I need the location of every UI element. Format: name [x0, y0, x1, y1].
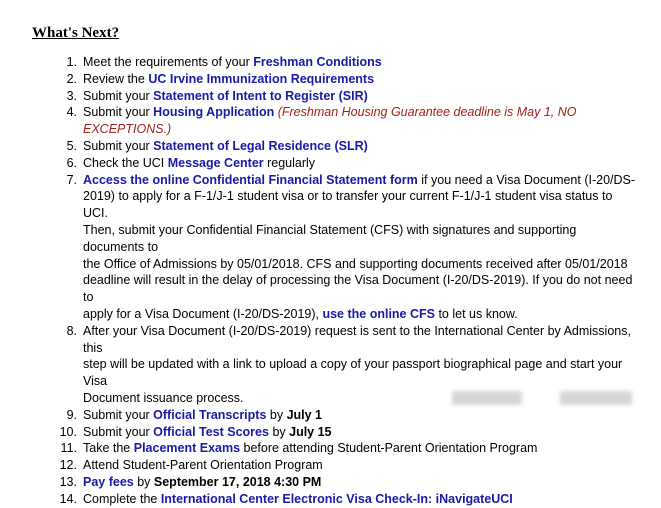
housing-deadline-note-cont: EXCEPTIONS.)	[83, 122, 172, 137]
official-test-scores-link[interactable]: Official Test Scores	[153, 424, 269, 439]
redacted-watermark	[560, 391, 632, 405]
step-text-mid: by	[133, 474, 154, 489]
step-text-line: Then, submit your Confidential Financial Statement (CFS) with signatures and supporting documents to	[83, 222, 577, 254]
freshman-conditions-link[interactable]: Freshman Conditions	[253, 55, 382, 69]
step-text-line: 2019) to apply for a F-1/J-1 student visa or to transfer your current F-1/J-1 student visa status to UCI.	[83, 189, 613, 221]
step-number: 7.	[66, 172, 77, 187]
pay-fees-link[interactable]: Pay fees	[83, 474, 134, 489]
deadline-date: July 15	[289, 424, 332, 439]
step-number: 10.	[59, 424, 77, 439]
list-item	[0, 424, 640, 441]
step-number: 9.	[66, 407, 77, 422]
list-item	[0, 474, 640, 491]
step-number: 6.	[66, 155, 77, 170]
step-number: 4.	[66, 105, 77, 120]
step-text-line: After your Visa Document (I-20/DS-2019) request is sent to the International Center by Admissions, this	[83, 323, 631, 355]
step-text-line: deadline will result in the delay of processing the Visa Document (I-20/DS-2019). If you do not need to	[83, 273, 633, 305]
list-item	[0, 440, 640, 457]
step-text: if you need a Visa Document (I-20/DS-	[417, 172, 636, 187]
step-text-line: to let us know.	[434, 306, 518, 321]
housing-application-link[interactable]: Housing Application	[153, 105, 275, 120]
step-number: 1.	[66, 55, 77, 69]
cfs-form-link[interactable]: Access the online Confidential Financial Statement form	[83, 172, 418, 187]
step-text: Complete the	[83, 491, 161, 506]
list-item	[0, 323, 640, 407]
slr-link[interactable]: Statement of Legal Residence (SLR)	[153, 138, 368, 153]
step-text-mid: by	[266, 407, 287, 422]
step-text: Meet the requirements of your	[83, 55, 254, 69]
step-text: Submit your	[83, 424, 154, 439]
step-number: 11.	[60, 441, 77, 456]
list-item	[0, 54, 640, 71]
sir-link[interactable]: Statement of Intent to Register (SIR)	[153, 88, 368, 103]
list-item	[0, 407, 640, 424]
step-number: 2.	[66, 71, 77, 86]
step-number: 3.	[66, 88, 77, 103]
step-text-mid: by	[268, 424, 290, 439]
deadline-date: July 1	[286, 407, 322, 422]
step-number: 13.	[59, 474, 77, 489]
step-number: 8.	[66, 323, 77, 338]
deadline-date: September 17, 2018 4:30 PM	[153, 474, 322, 489]
step-text: Attend Student-Parent Orientation Program	[83, 458, 323, 473]
list-item	[0, 138, 640, 155]
placement-exams-link[interactable]: Placement Exams	[133, 441, 241, 456]
list-item	[0, 457, 640, 474]
immunization-requirements-link[interactable]: UC Irvine Immunization Requirements	[148, 71, 375, 86]
step-text: Submit your	[83, 105, 154, 120]
list-item	[0, 104, 640, 138]
inavigateuci-link[interactable]: International Center Electronic Visa Check-In: iNavigateUCI	[160, 491, 513, 506]
list-item	[0, 88, 640, 105]
step-number: 5.	[66, 138, 77, 153]
list-item	[0, 491, 640, 508]
step-number: 14.	[59, 491, 77, 506]
step-text-line: apply for a Visa Document (I-20/DS-2019),	[83, 306, 323, 321]
step-text: Review the	[83, 71, 149, 86]
step-text-post: before attending Student-Parent Orientation Program	[240, 441, 538, 456]
step-text: Submit your	[83, 407, 154, 422]
step-text: Submit your	[83, 88, 154, 103]
step-text: Check the UCI	[83, 155, 168, 170]
redacted-watermark	[452, 391, 522, 405]
official-transcripts-link[interactable]: Official Transcripts	[153, 407, 267, 422]
message-center-link[interactable]: Message Center	[167, 155, 264, 170]
list-item	[0, 71, 640, 88]
step-text-post: regularly	[263, 155, 316, 170]
step-text: Submit your	[83, 138, 154, 153]
step-text: Take the	[83, 441, 134, 456]
step-text-line: the Office of Admissions by 05/01/2018. CFS and supporting documents received after 05/01/2018	[83, 256, 628, 271]
step-text-line: Document issuance process.	[83, 390, 244, 405]
step-number: 12.	[59, 458, 77, 473]
list-item	[0, 172, 640, 323]
list-item	[0, 155, 640, 172]
online-cfs-link[interactable]: use the online CFS	[322, 306, 435, 321]
step-text-line: step will be updated with a link to upload a copy of your passport biographical page and start your Visa	[83, 357, 623, 389]
housing-deadline-note: (Freshman Housing Guarantee deadline is May 1, NO	[277, 105, 577, 120]
steps-list	[0, 54, 640, 508]
page-title: What's Next?	[32, 25, 120, 41]
